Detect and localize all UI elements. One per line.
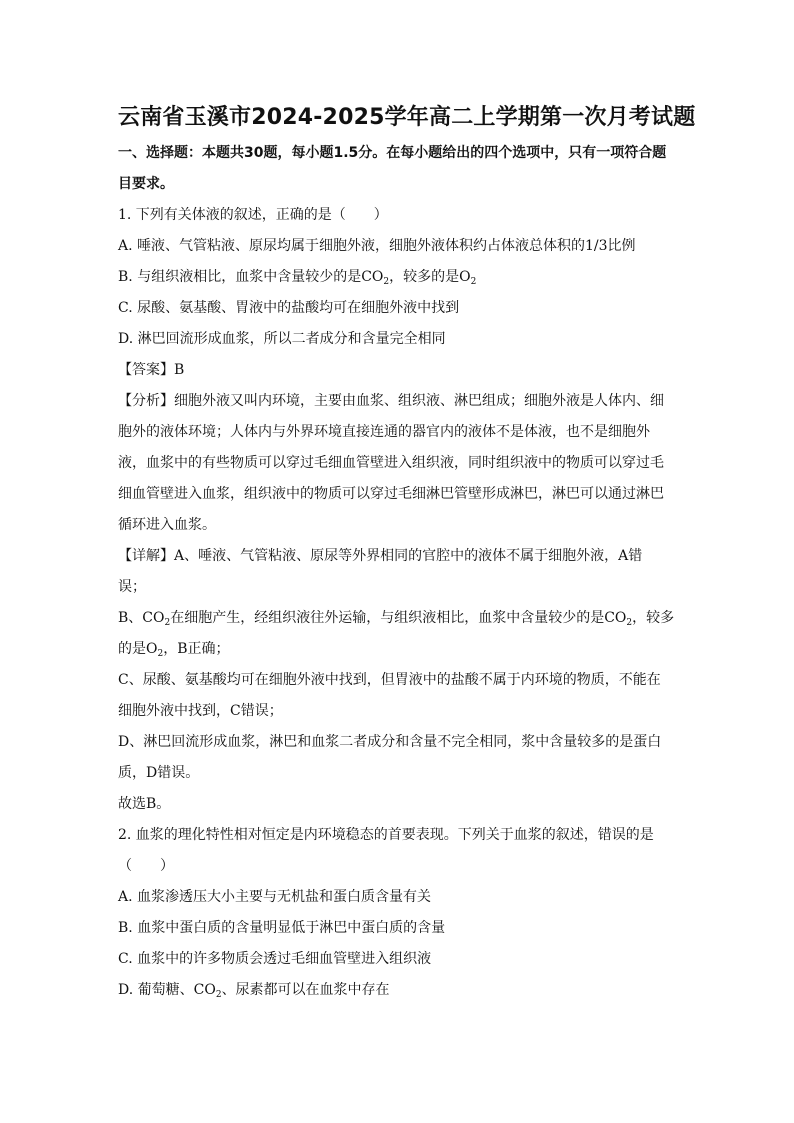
question-1-answer: 【答案】B	[118, 362, 185, 378]
question-1	[118, 200, 676, 820]
question-1-option-d: D. 淋巴回流形成血浆，所以二者成分和含量完全相同	[118, 331, 446, 347]
question-2-option-a: A. 血浆渗透压大小主要与无机盐和蛋白质含量有关	[118, 889, 432, 905]
detail-b-text-3: ，较多	[632, 610, 675, 626]
question-2	[118, 820, 676, 1006]
question-2-option-c: C. 血浆中的许多物质会透过毛细血管壁进入组织液	[118, 951, 432, 967]
analysis-line: 胞外的液体环境；人体内与外界环境直接连通的器官内的液体不是体液，也不是细胞外	[118, 424, 650, 440]
detail-d-line-1: D、淋巴回流形成血浆，淋巴和血浆二者成分和含量不完全相同，浆中含量较多的是蛋白	[118, 734, 662, 750]
question-1-conclusion: 故选B。	[118, 796, 171, 812]
question-2-option-b: B. 血浆中蛋白质的含量明显低于淋巴中蛋白质的含量	[118, 920, 446, 936]
analysis-line: 循环进入血浆。	[118, 517, 216, 533]
subscript-2: 2	[383, 277, 390, 287]
detail-b-text-1: B、CO	[118, 610, 165, 626]
option-d-text-1: D. 葡萄糖、CO	[118, 982, 216, 998]
option-b-text-1: B. 与组织液相比，血浆中含量较少的是CO	[118, 269, 384, 285]
subscript-2: 2	[215, 990, 222, 1000]
analysis-line: 【分析】细胞外液又叫内环境，主要由血浆、组织液、淋巴组成；细胞外液是人体内、细	[118, 393, 664, 409]
detail-b-line-1	[118, 603, 676, 634]
subscript-2: 2	[164, 618, 171, 628]
analysis-line: 液，血浆中的有些物质可以穿过毛细血管壁进入组织液，同时组织液中的物质可以穿过毛	[118, 455, 664, 471]
detail-b-line-2	[118, 634, 676, 665]
detail-b-text-2: 在细胞产生，经组织液往外运输，与组织液相比，血浆中含量较少的是CO	[170, 610, 627, 626]
option-b-text-2: ，较多的是O	[389, 269, 471, 285]
document-title: 云南省玉溪市2024-2025学年高二上学期第一次月考试题	[118, 105, 696, 130]
detail-b-text-5: ，B正确；	[163, 641, 230, 657]
detail-c-line-2: 细胞外液中找到，C错误；	[118, 703, 283, 719]
question-1-option-c: C. 尿酸、氨基酸、胃液中的盐酸均可在细胞外液中找到	[118, 300, 460, 316]
question-1-stem: 1. 下列有关体液的叙述，正确的是（ ）	[118, 207, 388, 223]
subscript-2: 2	[626, 618, 633, 628]
section-heading-line-1: 一、选择题：本题共30题，每小题1.5分。在每小题给出的四个选项中，只有一项符合题	[118, 145, 667, 161]
question-1-analysis	[118, 386, 676, 541]
question-2-stem-line-2: （ ）	[118, 858, 174, 874]
question-1-option-b	[118, 262, 676, 293]
question-1-detail	[118, 541, 676, 820]
section-heading-line-2: 目要求。	[118, 176, 174, 192]
question-2-stem-line-1: 2. 血浆的理化特性相对恒定是内环境稳态的首要表现。下列关于血浆的叙述，错误的是	[118, 827, 654, 843]
question-1-option-a: A. 唾液、气管粘液、原尿均属于细胞外液，细胞外液体积约占体液总体积的1/3比例	[118, 238, 636, 254]
detail-d-line-2: 质，D错误。	[118, 765, 200, 781]
subscript-2: 2	[470, 277, 477, 287]
analysis-line: 细血管壁进入血浆，组织液中的物质可以穿过毛细淋巴管壁形成淋巴，淋巴可以通过淋巴	[118, 486, 664, 502]
option-d-text-2: 、尿素都可以在血浆中存在	[221, 982, 390, 998]
detail-b-text-4: 的是O	[118, 641, 158, 657]
detail-c-line-1: C、尿酸、氨基酸均可在细胞外液中找到，但胃液中的盐酸不属于内环境的物质，不能在	[118, 672, 661, 688]
question-2-option-d	[118, 975, 676, 1006]
subscript-2: 2	[157, 649, 164, 659]
detail-a-line-2: 误；	[118, 579, 146, 595]
detail-a-line-1: 【详解】A、唾液、气管粘液、原尿等外界相同的官腔中的液体不属于细胞外液，A错	[118, 548, 643, 564]
